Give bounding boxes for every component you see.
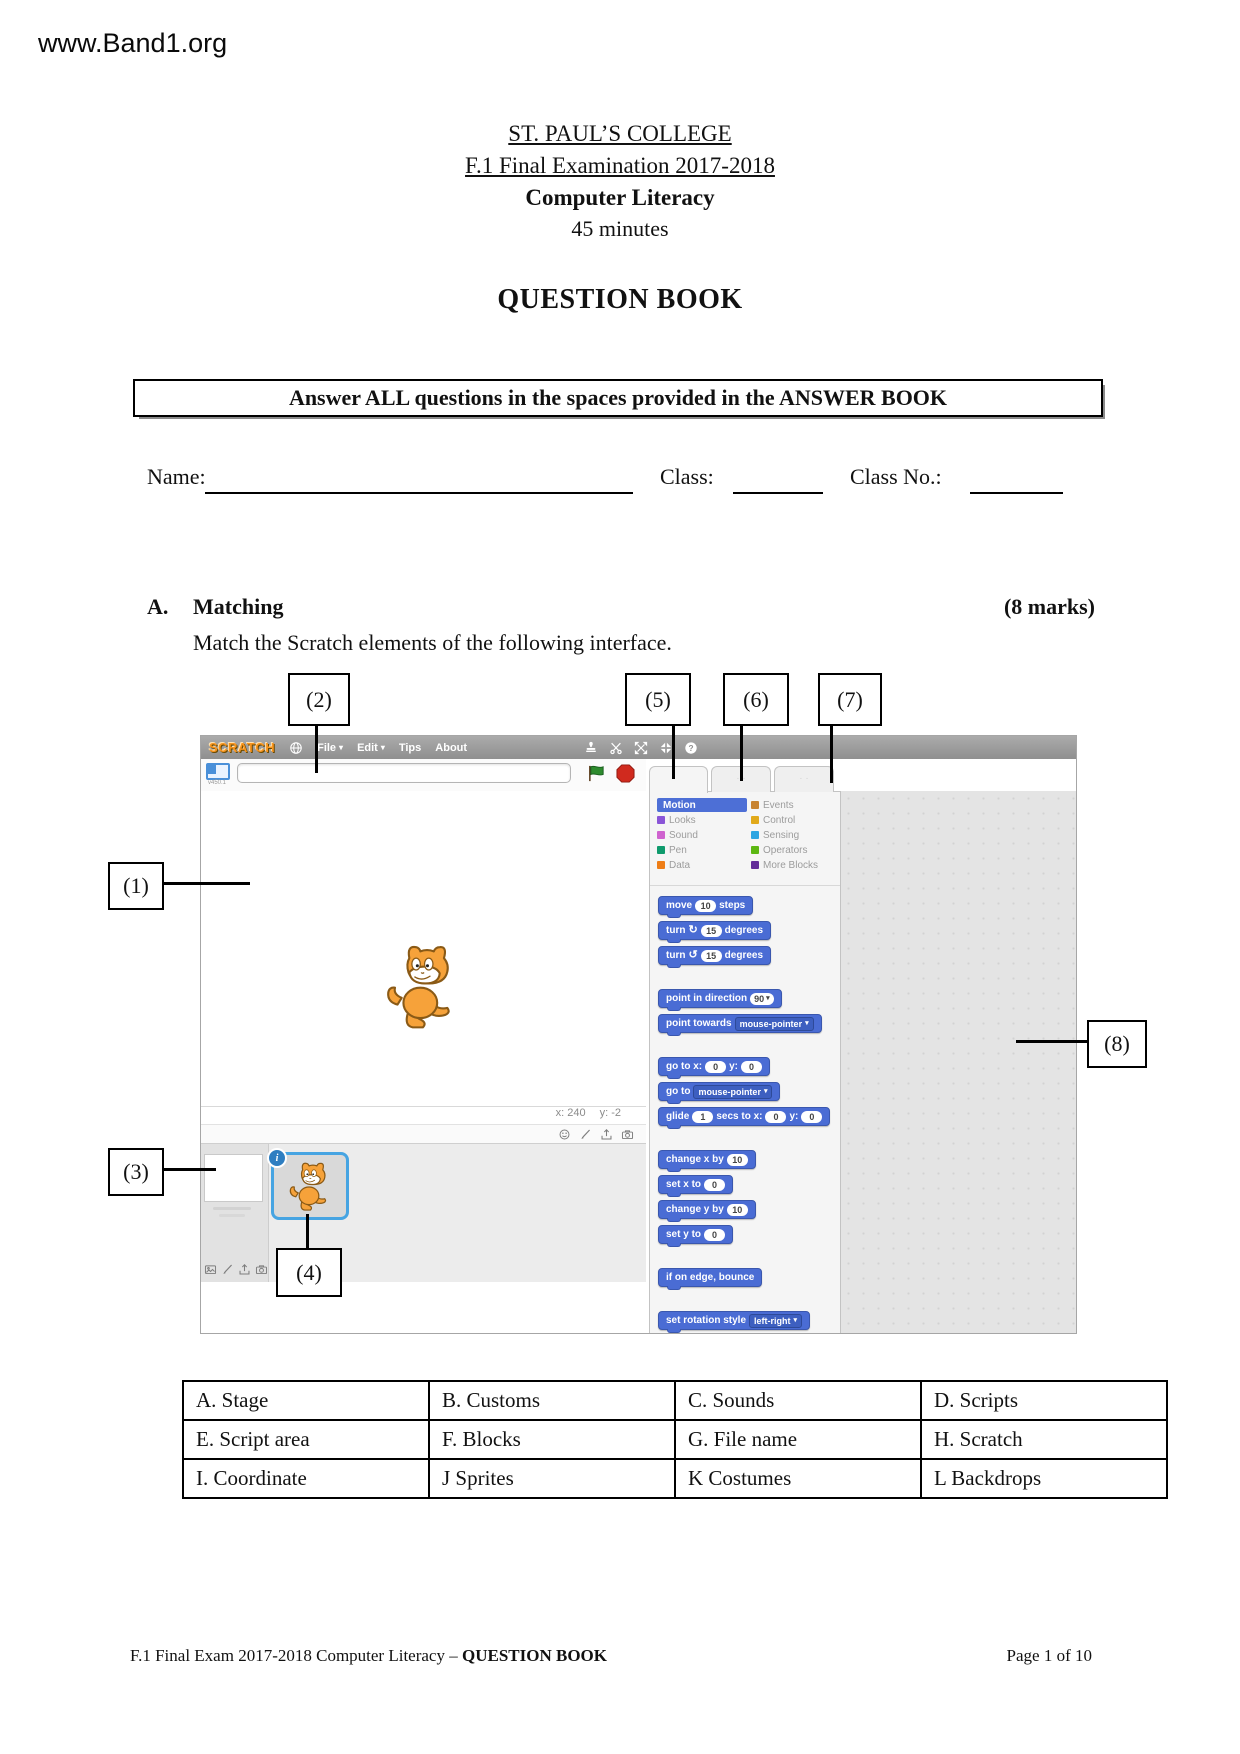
scratch-block[interactable]	[658, 1057, 770, 1076]
new-sprite-toolbar	[201, 1124, 646, 1144]
project-name-input[interactable]	[237, 763, 571, 783]
block-text: y:	[729, 1061, 739, 1072]
school-name: ST. PAUL’S COLLEGE	[508, 121, 732, 146]
category-looks[interactable]	[657, 813, 747, 827]
block-icon: ↻	[688, 924, 698, 936]
name-write-line	[205, 492, 633, 494]
paint-brush-icon[interactable]	[221, 1263, 234, 1276]
caret-down-icon: ▾	[793, 1316, 798, 1324]
footer-left-text: F.1 Final Exam 2017-2018 Computer Literacy –	[130, 1646, 462, 1665]
callout-7-line	[830, 722, 833, 783]
category-color-swatch	[657, 861, 665, 869]
block-drop: mouse-pointer ▾	[735, 1017, 814, 1031]
scratch-block[interactable]	[658, 921, 771, 940]
category-label: Data	[669, 859, 691, 871]
category-color-swatch	[657, 816, 665, 824]
matching-table	[182, 1380, 1168, 1499]
camera-icon[interactable]	[621, 1128, 634, 1141]
scratch-block[interactable]	[658, 1311, 810, 1330]
callout-8-line	[1016, 1040, 1087, 1043]
section-title: Matching	[193, 594, 284, 619]
category-label: Pen	[669, 844, 687, 856]
book-title: QUESTION BOOK	[497, 284, 743, 315]
instruction-box	[133, 379, 1103, 417]
exam-header	[0, 122, 1240, 240]
callout-6-line	[740, 722, 743, 781]
block-text: set y to	[666, 1229, 702, 1240]
scratch-block[interactable]	[658, 946, 771, 965]
block-text: go to x:	[666, 1061, 703, 1072]
block-val: 0	[801, 1111, 822, 1123]
block-val: 15	[701, 950, 722, 962]
callout-6: (6)	[723, 673, 789, 726]
stop-icon[interactable]	[616, 764, 635, 783]
callout-8: (8)	[1087, 1020, 1147, 1068]
class-label: Class:	[660, 464, 714, 489]
category-label: Operators	[763, 844, 808, 856]
blocks-palette	[649, 791, 841, 1333]
block-text: set x to	[666, 1179, 702, 1190]
category-data[interactable]	[657, 858, 747, 872]
stage-area	[201, 791, 646, 1107]
table-cell: L Backdrops	[921, 1459, 1167, 1498]
table-cell: H. Scratch	[921, 1420, 1167, 1459]
category-label: Sensing	[763, 829, 800, 841]
block-text: go to	[666, 1086, 691, 1097]
green-flag-icon[interactable]	[587, 764, 606, 783]
category-control[interactable]	[751, 813, 839, 827]
table-cell: F. Blocks	[429, 1420, 675, 1459]
footer-left-bold: QUESTION BOOK	[461, 1646, 607, 1665]
block-val: 0	[765, 1111, 786, 1123]
category-more-blocks[interactable]	[751, 858, 839, 872]
class-no-label: Class No.:	[850, 464, 942, 489]
category-color-swatch	[657, 831, 665, 839]
menubar-items	[317, 742, 467, 754]
image-icon[interactable]	[204, 1263, 217, 1276]
callout-3: (3)	[108, 1148, 164, 1196]
block-text: point in direction	[666, 993, 748, 1004]
version-label: v450.1	[207, 780, 226, 786]
sprite-info-icon[interactable]: i	[267, 1148, 287, 1168]
block-text: turn	[666, 925, 686, 936]
caret-down-icon: ▾	[339, 743, 344, 752]
name-label: Name:	[147, 464, 206, 489]
stage-thumbnail[interactable]	[204, 1154, 263, 1202]
callout-1: (1)	[108, 862, 164, 910]
category-color-swatch	[751, 846, 759, 854]
stage-thumbnail-subcaption	[219, 1214, 245, 1217]
block-text: change y by	[666, 1204, 724, 1215]
palette-divider	[650, 885, 840, 886]
block-val: 0	[741, 1061, 762, 1073]
block-val: 10	[727, 1204, 748, 1216]
callout-7: (7)	[818, 673, 882, 726]
category-events[interactable]	[751, 798, 839, 812]
block-text: point towards	[666, 1018, 732, 1029]
block-val: 0	[704, 1179, 725, 1191]
block-drop: mouse-pointer ▾	[693, 1085, 772, 1099]
shrink-icon[interactable]	[659, 741, 673, 755]
category-column-right	[751, 798, 839, 872]
exam-duration: 45 minutes	[571, 216, 669, 241]
block-text: set rotation style	[666, 1315, 747, 1326]
callout-1-line	[160, 882, 250, 885]
upload-icon[interactable]	[238, 1263, 251, 1276]
category-color-swatch	[751, 801, 759, 809]
block-val: 15	[701, 925, 722, 937]
scratch-block[interactable]	[658, 1225, 733, 1244]
help-icon[interactable]	[684, 741, 698, 755]
block-text: degrees	[724, 925, 764, 936]
delete-icon[interactable]	[609, 741, 623, 755]
scripts-area	[841, 791, 1076, 1333]
camera-icon[interactable]	[255, 1263, 268, 1276]
footer-page-number: Page 1 of 10	[1006, 1646, 1092, 1665]
table-cell: C. Sounds	[675, 1381, 921, 1420]
table-cell: A. Stage	[183, 1381, 429, 1420]
tab-sounds[interactable]	[774, 766, 834, 792]
stage-thumbnail-caption	[213, 1207, 251, 1210]
menu-item-edit[interactable]: Edit ▾	[357, 741, 385, 754]
category-label: Sound	[669, 829, 698, 841]
small-stage-toggle-icon[interactable]	[206, 763, 230, 780]
class-write-line	[733, 492, 823, 494]
section-number: A.	[147, 594, 169, 619]
block-val: 0	[705, 1061, 726, 1073]
section-instruction: Match the Scratch elements of the following interface.	[193, 630, 672, 655]
caret-down-icon: ▾	[805, 1019, 809, 1027]
y-readout: y: -2	[599, 1107, 621, 1119]
menu-item-tips[interactable]: Tips	[398, 741, 422, 754]
duplicate-icon[interactable]	[584, 741, 598, 755]
grow-icon[interactable]	[634, 741, 648, 755]
callout-5: (5)	[625, 673, 691, 726]
category-pen[interactable]	[657, 843, 747, 857]
block-text: move	[666, 900, 693, 911]
category-color-swatch	[751, 861, 759, 869]
scratch-block[interactable]	[658, 1200, 756, 1219]
table-cell: B. Customs	[429, 1381, 675, 1420]
scratch-logo[interactable]: SCRATCH	[209, 740, 276, 755]
block-vdrop: 90 ▾	[750, 993, 774, 1005]
table-row	[183, 1459, 1167, 1498]
watermark-link[interactable]: www.Band1.org	[38, 28, 228, 58]
table-cell: G. File name	[675, 1420, 921, 1459]
category-motion[interactable]	[657, 798, 747, 812]
block-text: degrees	[724, 950, 764, 961]
category-label: Control	[763, 814, 796, 826]
category-label: Events	[763, 799, 794, 811]
callout-4: (4)	[276, 1248, 342, 1297]
category-color-swatch	[751, 831, 759, 839]
callout-5-line	[672, 722, 675, 779]
category-operators[interactable]	[751, 843, 839, 857]
cat-sprite[interactable]	[384, 937, 460, 1035]
new-sprite-icons	[558, 1128, 634, 1141]
scratch-block[interactable]	[658, 989, 782, 1008]
block-text: secs to x:	[716, 1111, 763, 1122]
block-drop: left-right ▾	[749, 1314, 802, 1328]
category-label: More Blocks	[763, 859, 819, 871]
scratch-screenshot	[200, 735, 1077, 1334]
table-cell: I. Coordinate	[183, 1459, 429, 1498]
block-icon: ↺	[688, 949, 698, 961]
scratch-block[interactable]	[658, 896, 753, 915]
callout-3-line	[160, 1168, 216, 1171]
block-val: 0	[704, 1229, 725, 1241]
block-text: if on edge, bounce	[666, 1272, 755, 1283]
blocks-list	[658, 896, 830, 1336]
callout-2: (2)	[288, 673, 350, 726]
upload-icon[interactable]	[600, 1128, 613, 1141]
stage-header	[201, 759, 646, 792]
new-backdrop-icons	[204, 1263, 268, 1276]
caret-down-icon: ▾	[766, 994, 770, 1002]
instruction-text: Answer ALL questions in the spaces provided in the ANSWER BOOK	[288, 385, 948, 410]
sprites-pane	[201, 1143, 646, 1282]
language-globe-icon[interactable]	[289, 741, 303, 755]
table-cell: J Sprites	[429, 1459, 675, 1498]
table-row	[183, 1381, 1167, 1420]
menu-item-about[interactable]: About	[435, 741, 468, 754]
tab-scripts[interactable]	[649, 766, 708, 793]
scratch-block[interactable]	[658, 1107, 830, 1126]
footer-left	[130, 1646, 607, 1666]
category-sound[interactable]	[657, 828, 747, 842]
block-text: y:	[789, 1111, 799, 1122]
sprite-thumbnail[interactable]	[271, 1152, 349, 1220]
category-color-swatch	[657, 846, 665, 854]
scratch-block[interactable]	[658, 1268, 762, 1287]
category-label: Looks	[669, 814, 696, 826]
block-val: 1	[692, 1111, 713, 1123]
table-row	[183, 1420, 1167, 1459]
subject-title: Computer Literacy	[525, 185, 715, 210]
category-label: Motion	[663, 799, 696, 811]
exam-title: F.1 Final Examination 2017-2018	[465, 153, 775, 178]
scratch-block[interactable]	[658, 1014, 822, 1033]
callout-4-line	[306, 1214, 309, 1248]
scratch-block[interactable]	[658, 1175, 733, 1194]
sprite-library-icon[interactable]	[558, 1128, 571, 1141]
block-text: change x by	[666, 1154, 724, 1165]
section-marks: (8 marks)	[1003, 594, 1095, 619]
table-cell: K Costumes	[675, 1459, 921, 1498]
caret-down-icon: ▾	[763, 1087, 768, 1095]
menubar-tools	[584, 736, 698, 759]
paint-brush-icon[interactable]	[579, 1128, 592, 1141]
matching-table-body	[183, 1381, 1167, 1498]
scratch-block[interactable]	[658, 1082, 780, 1101]
table-cell: E. Script area	[183, 1420, 429, 1459]
category-column-left	[657, 798, 747, 872]
table-cell: D. Scripts	[921, 1381, 1167, 1420]
x-readout: x: 240	[555, 1107, 586, 1119]
callout-2-line	[315, 722, 318, 773]
block-text: turn	[666, 950, 686, 961]
cat-thumbnail-image	[287, 1159, 333, 1213]
scratch-block[interactable]	[658, 1150, 756, 1169]
category-color-swatch	[751, 816, 759, 824]
class-no-write-line	[970, 492, 1063, 494]
coordinate-readout	[201, 1107, 621, 1123]
category-sensing[interactable]	[751, 828, 839, 842]
menu-item-file[interactable]: File ▾	[317, 741, 344, 754]
stage-column	[201, 1144, 269, 1282]
block-val: 10	[695, 900, 716, 912]
caret-down-icon: ▾	[380, 743, 385, 752]
block-val: 10	[727, 1154, 748, 1166]
block-text: glide	[666, 1111, 690, 1122]
block-text: steps	[719, 900, 746, 911]
